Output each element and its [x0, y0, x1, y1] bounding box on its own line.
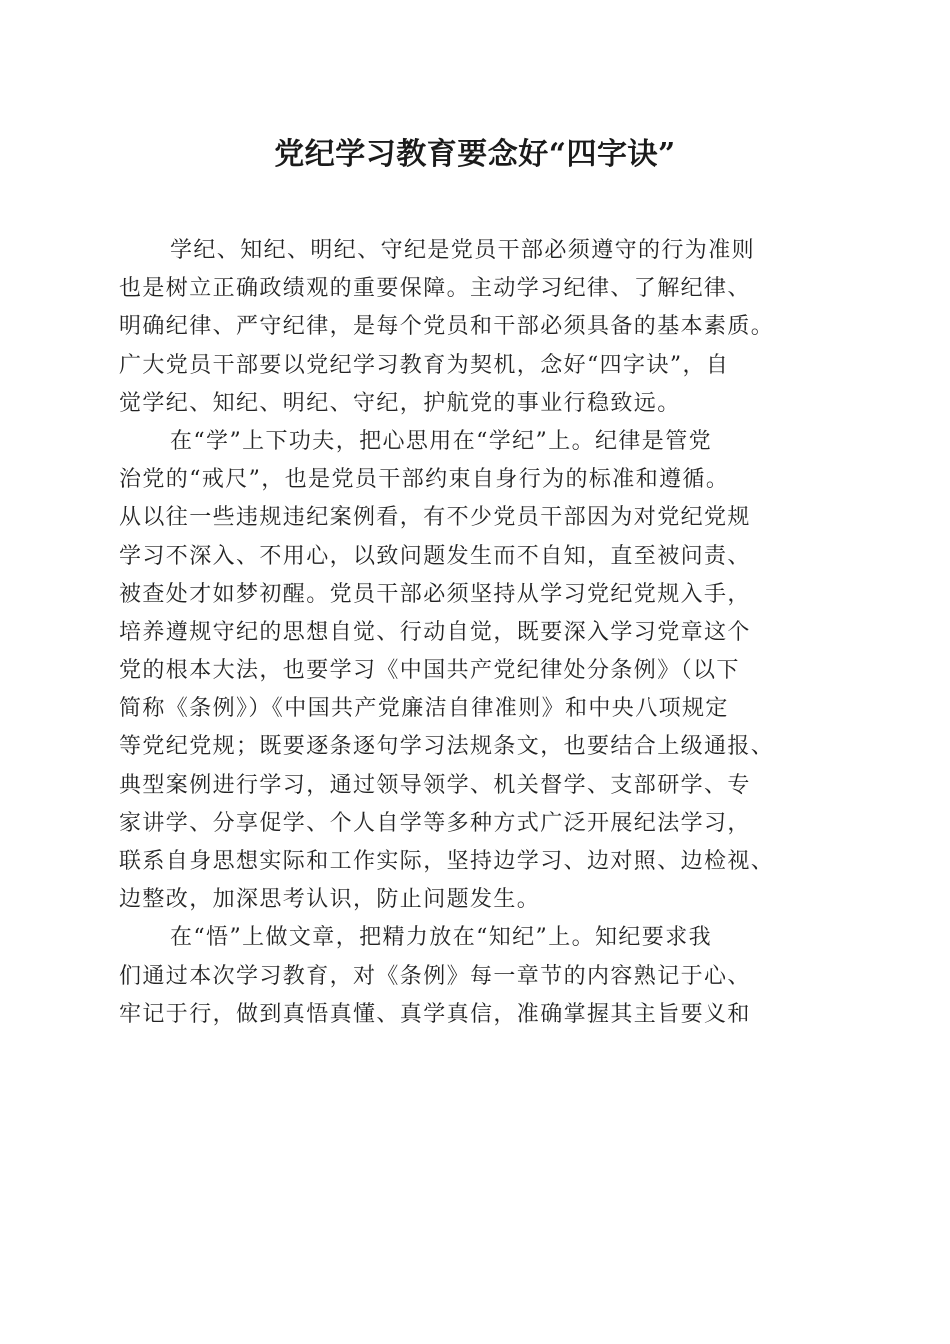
text-line: 联系自身思想实际和工作实际，坚持边学习、边对照、边检视、 — [119, 849, 775, 874]
text-line: 典型案例进行学习，通过领导领学、机关督学、支部研学、专 — [119, 772, 751, 798]
text-line: 在“悟”上做文章，把精力放在“知纪”上。知纪要求我 — [170, 925, 712, 951]
text-line: 治党的“戒尺”，也是党员干部约束自身行为的标准和遵循。 — [119, 467, 730, 493]
document-body — [119, 232, 839, 1034]
text-line: 明确纪律、严守纪律，是每个党员和干部必须具备的基本素质。 — [119, 314, 775, 340]
text-line: 简称《条例》）《中国共产党廉洁自律准则》和中央八项规定 — [119, 696, 729, 722]
text-line: 等党纪党规；既要逐条逐句学习法规条文，也要结合上级通报、 — [119, 734, 775, 760]
text-line: 广大党员干部要以党纪学习教育为契机，念好“四字诀”，自 — [119, 352, 730, 378]
document-title: 党纪学习教育要念好“四字诀” — [274, 137, 676, 172]
text-line: 从以往一些违规违纪案例看，有不少党员干部因为对党纪党规 — [119, 505, 751, 531]
text-line: 觉学纪、知纪、明纪、守纪，护航党的事业行稳致远。 — [119, 390, 681, 416]
text-line: 家讲学、分享促学、个人自学等多种方式广泛开展纪法学习， — [119, 810, 751, 836]
text-line: 党的根本大法，也要学习《中国共产党纪律处分条例》（以下 — [119, 658, 740, 684]
text-line: 在“学”上下功夫，把心思用在“学纪”上。纪律是管党 — [170, 428, 712, 454]
text-line: 学习不深入、不用心，以致问题发生而不自知，直至被问责、 — [119, 543, 751, 569]
text-line: 牢记于行，做到真悟真懂、真学真信，准确掌握其主旨要义和 — [119, 1001, 751, 1027]
text-line: 边整改，加深思考认识，防止问题发生。 — [119, 887, 541, 913]
text-line: 被查处才如梦初醒。党员干部必须坚持从学习党纪党规入手， — [119, 581, 751, 607]
text-line: 培养遵规守纪的思想自觉、行动自觉，既要深入学习党章这个 — [119, 619, 751, 645]
text-line: 也是树立正确政绩观的重要保障。主动学习纪律、了解纪律、 — [119, 276, 751, 302]
text-line: 学纪、知纪、明纪、守纪是党员干部必须遵守的行为准则 — [170, 238, 756, 263]
text-line: 们通过本次学习教育，对《条例》每一章节的内容熟记于心、 — [119, 963, 751, 989]
